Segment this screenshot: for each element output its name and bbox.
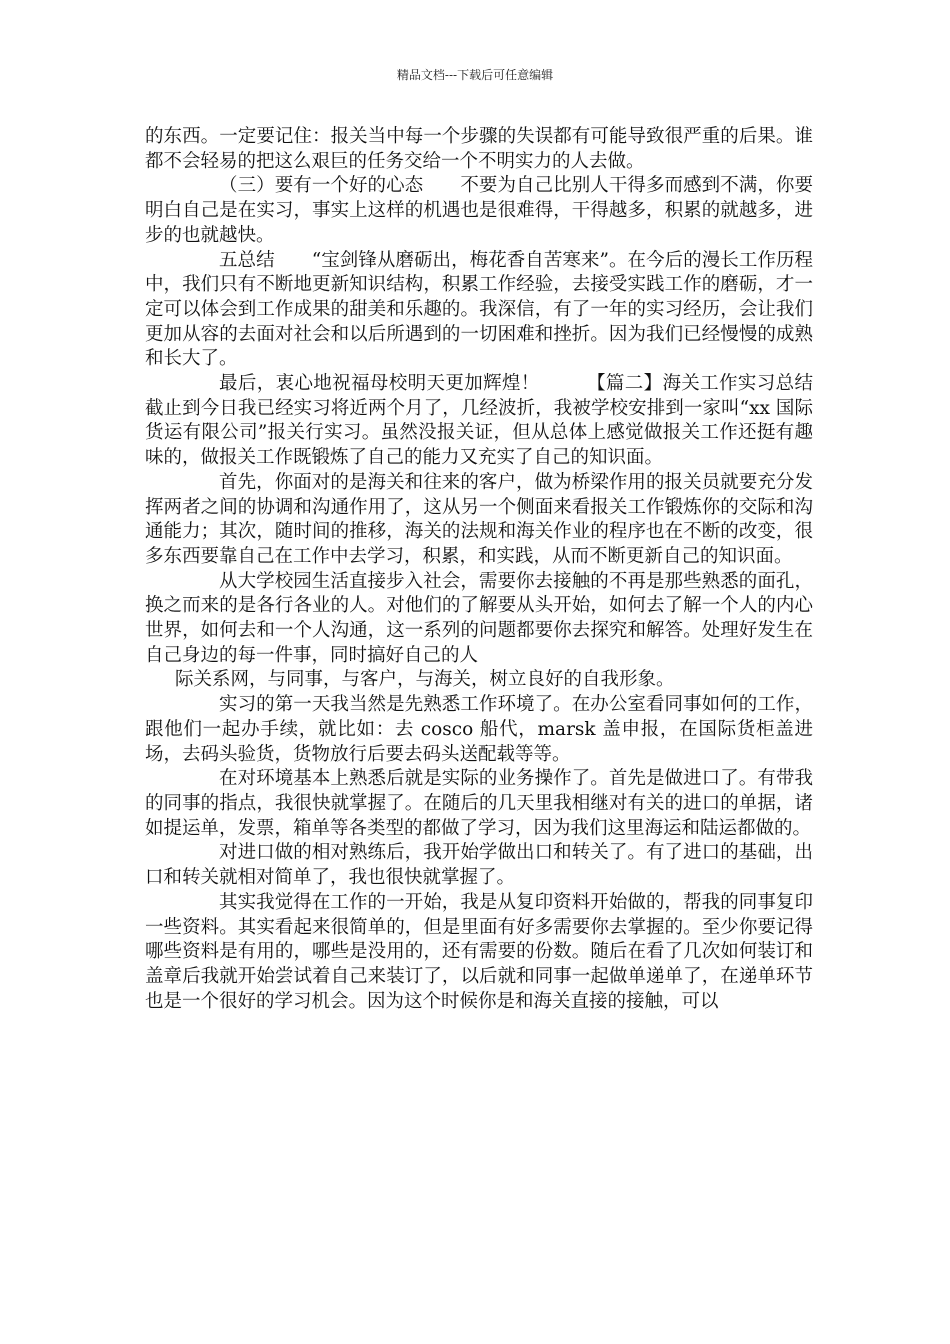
paragraph: 首先，你面对的是海关和往来的客户，做为桥梁作用的报关员就要充分发挥两者之间的协调和沟通作用了，这从另一个侧面来看报关工作锻炼你的交际和沟通能力；其次，随时间的推移，海关的法规和海关作业的程序也在不断的改变，很多东西要靠自己在工作中去学习，积累，和实践，从而不断更新自己的知识面。 (145, 471, 813, 567)
paragraph: 五总结 “宝剑锋从磨砺出，梅花香自苦寒来”。在今后的漫长工作历程中，我们只有不断地更新知识结构，积累工作经验，去接受实践工作的磨砺，才一定可以体会到工作成果的甜美和乐趣的。我深信，有了一年的实习经历，会让我们更加从容的去面对社会和以后所遇到的一切困难和挫折。因为我们已经慢慢的成熟和长大了。 (145, 249, 813, 370)
paragraph: 的东西。一定要记住：报关当中每一个步骤的失误都有可能导致很严重的后果。谁都不会轻易的把这么艰巨的任务交给一个不明实力的人去做。 (145, 126, 813, 172)
paragraph: 最后，衷心地祝福母校明天更加辉煌！ 【篇二】海关工作实习总结 截止到今日我已经实习将近两个月了，几经波折，我被学校安排到一家叫“xx 国际货运有限公司”报关行实习。虽然没报关证，但从总体上感觉做报关工作还挺有趣味的，做报关工作既锻炼了自己的能力又充实了自己的知识面。 (145, 373, 851, 469)
paragraph: 其实我觉得在工作的一开始，我是从复印资料开始做的，帮我的同事复印一些资料。其实看起来很简单的，但是里面有好多需要你去掌握的。至少你要记得哪些资料是有用的，哪些是没用的，还有需要的份数。随后在看了几次如何装订和盖章后我就开始尝试着自己来装订了，以后就和同事一起做单递单了，在递单环节也是一个很好的学习机会。因为这个时候你是和海关直接的接触，可以 (145, 891, 813, 1012)
paragraph: 从大学校园生活直接步入社会，需要你去接触的不再是那些熟悉的面孔，换之而来的是各行各业的人。对他们的了解要从头开始，如何去了解一个人的内心世界，如何去和一个人沟通，这一系列的问题都要你去探究和解答。处理好发生在自己身边的每一件事，同时搞好自己的人 (145, 570, 813, 666)
document-body (145, 125, 851, 1014)
paragraph: 对进口做的相对熟练后，我开始学做出口和转关了。有了进口的基础，出口和转关就相对简单了，我也很快就掌握了。 (145, 842, 813, 889)
paragraph: 在对环境基本上熟悉后就是实际的业务操作了。首先是做进口了。有带我的同事的指点，我很快就掌握了。在随后的几天里我相继对有关的进口的单据，诸如提运单，发票，箱单等各类型的都做了学习，因为我们这里海运和陆运都做的。 (145, 768, 813, 839)
paragraph: 际关系网，与同事，与客户，与海关，树立良好的自我形象。 (175, 669, 675, 691)
paragraph: 实习的第一天我当然是先熟悉工作环境了。在办公室看同事如何的工作，跟他们一起办手续，就比如：去 cosco 船代，marsk 盖申报，在国际货柜盖进场，去码头验货，货物放行后要去码头送配载等等。 (145, 694, 813, 765)
page-header: 精品文档---下载后可任意编辑 (396, 68, 554, 82)
paragraph: （三）要有一个好的心态 不要为自己比别人干得多而感到不满，你要明白自己是在实习，事实上这样的机遇也是很难得，干得越多，积累的就越多，进步的也就越快。 (145, 175, 813, 246)
